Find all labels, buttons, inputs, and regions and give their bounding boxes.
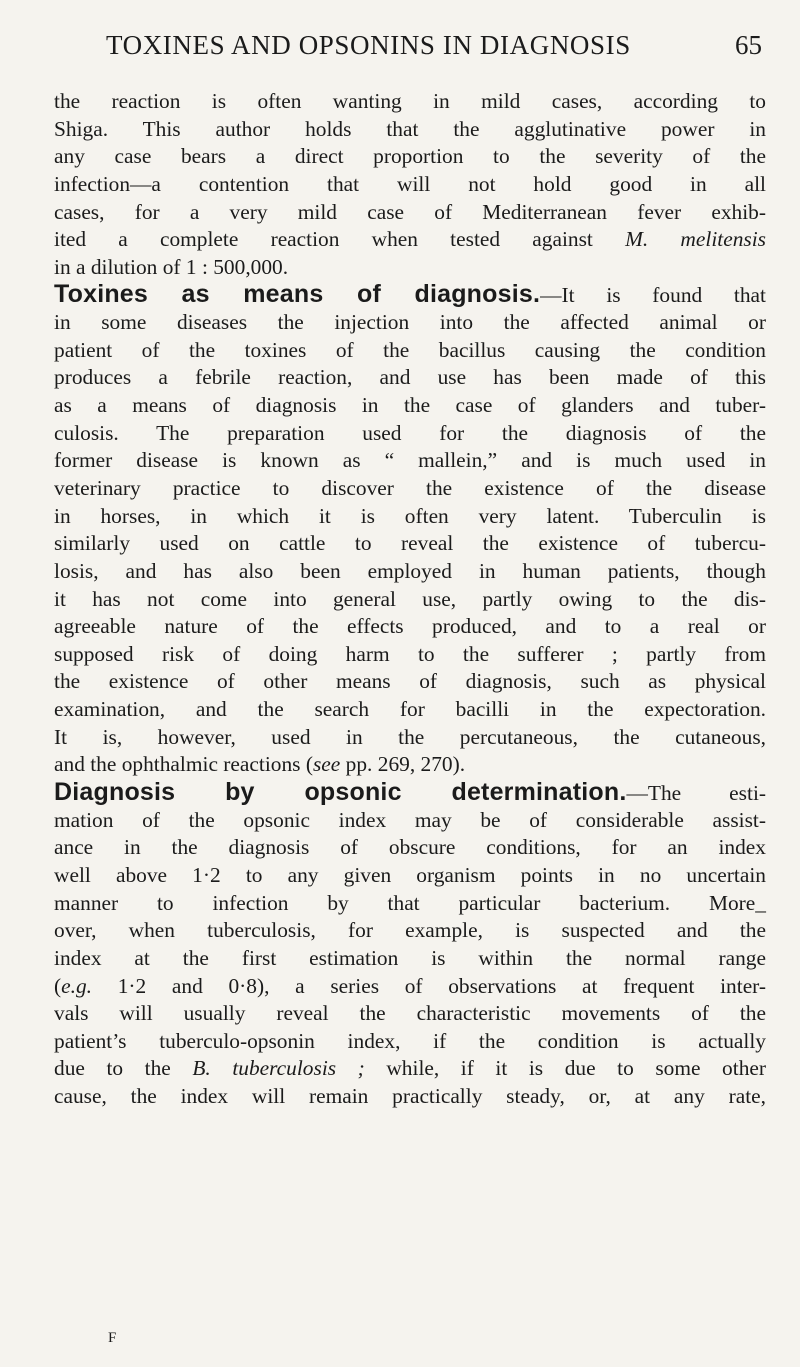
text-line — [54, 88, 766, 116]
line-text: ( — [54, 973, 62, 998]
text-line — [54, 447, 766, 475]
text-line — [54, 1083, 766, 1111]
text-line — [54, 337, 766, 365]
line-text: as a means of diagnosis in the case of glanders and tuber- — [54, 393, 766, 418]
running-head-title: TOXINES AND OPSONINS IN DIAGNOSIS — [106, 30, 631, 60]
line-text: Shiga. This author holds that the agglutinative power in — [54, 116, 766, 141]
line-text: index at the first estimation is within the normal range — [54, 945, 766, 970]
italic-text: see — [312, 752, 341, 777]
italic-text: M. melitensis — [625, 227, 766, 252]
text-line — [54, 254, 766, 282]
text-line — [54, 945, 766, 973]
line-text: and the ophthalmic reactions ( — [54, 752, 313, 777]
section-heading: Toxines as means of diagnosis. — [54, 280, 541, 309]
line-text: well above 1·2 to any given organism points in no uncertain — [54, 862, 766, 887]
text-line — [54, 890, 766, 918]
text-line — [54, 171, 766, 199]
text-line — [54, 668, 766, 696]
running-head — [52, 30, 762, 70]
text-line — [54, 1028, 766, 1056]
text-line — [54, 696, 766, 724]
line-text: in some diseases the injection into the affected animal or — [54, 310, 766, 335]
line-text: It is, however, used in the percutaneous, the cutaneous, — [54, 724, 766, 749]
text-line — [54, 1055, 766, 1083]
italic-text: B. tuberculosis ; — [192, 1056, 365, 1081]
text-line — [54, 862, 766, 890]
line-text: the reaction is often wanting in mild cases, according to — [54, 89, 766, 113]
line-text-after: 1·2 and 0·8), a series of observations at frequent inter- — [92, 973, 766, 998]
line-text: culosis. The preparation used for the diagnosis of the — [54, 420, 766, 445]
text-line — [54, 420, 766, 448]
line-text: vals will usually reveal the characteristic movements of the — [54, 1001, 766, 1026]
section-heading: Diagnosis by opsonic determination. — [54, 778, 627, 807]
page-number: 65 — [735, 30, 762, 60]
line-text: manner to infection by that particular bacterium. More_ — [54, 890, 766, 915]
line-text: the existence of other means of diagnosis, such as physical — [54, 669, 766, 694]
text-line — [54, 834, 766, 862]
line-text: examination, and the search for bacilli in the expectoration. — [54, 697, 766, 722]
line-text: similarly used on cattle to reveal the existence of tubercu- — [54, 531, 766, 556]
text-line — [54, 392, 766, 420]
line-text: produces a febrile reaction, and use has been made of this — [54, 365, 766, 390]
line-text: supposed risk of doing harm to the sufferer ; partly from — [54, 641, 766, 666]
line-text: veterinary practice to discover the existence of the disease — [54, 475, 766, 500]
text-line — [54, 807, 766, 835]
line-text: infection—a contention that will not hold good in all — [54, 171, 766, 196]
line-text: losis, and has also been employed in human patients, though — [54, 558, 766, 583]
text-line — [54, 503, 766, 531]
line-text: former disease is known as “ mallein,” and is much used in — [54, 448, 766, 473]
line-text: in horses, in which it is often very latent. Tuberculin is — [54, 503, 766, 528]
text-line — [54, 226, 766, 254]
text-line — [54, 199, 766, 227]
line-text: —It is found that — [540, 283, 766, 308]
line-text: it has not come into general use, partly owing to the dis- — [54, 586, 766, 611]
text-line — [54, 613, 766, 641]
text-line — [54, 475, 766, 503]
signature-mark: F — [108, 1330, 117, 1346]
line-text: patient’s tuberculo-opsonin index, if the condition is actually — [54, 1028, 766, 1053]
line-text-after: pp. 269, 270). — [340, 752, 466, 777]
text-line — [54, 917, 766, 945]
text-line — [54, 116, 766, 144]
line-text: patient of the toxines of the bacillus causing the condition — [54, 337, 766, 362]
text-line — [54, 586, 766, 614]
text-line — [54, 641, 766, 669]
text-line — [54, 751, 766, 779]
italic-text: e.g. — [61, 973, 93, 998]
line-text: cases, for a very mild case of Mediterranean fever exhib- — [54, 199, 766, 224]
text-line — [54, 530, 766, 558]
text-line — [54, 281, 766, 309]
line-text-after: while, if it is due to some other — [364, 1056, 767, 1081]
line-text: ited a complete reaction when tested against — [54, 227, 626, 252]
line-text: ance in the diagnosis of obscure conditions, for an index — [54, 835, 766, 860]
line-text: mation of the opsonic index may be of considerable assist- — [54, 807, 766, 832]
line-text: cause, the index will remain practically steady, or, at any rate, — [54, 1084, 766, 1109]
body-text — [54, 88, 766, 1111]
line-text: —The esti- — [626, 781, 767, 806]
text-line — [54, 1000, 766, 1028]
text-line — [54, 309, 766, 337]
text-line — [54, 143, 766, 171]
line-text: agreeable nature of the effects produced, and to a real or — [54, 614, 766, 639]
text-line — [54, 973, 766, 1001]
line-text: in a dilution of 1 : 500,000. — [54, 254, 289, 279]
text-line — [54, 364, 766, 392]
line-text: over, when tuberculosis, for example, is suspected and the — [54, 918, 766, 943]
text-line — [54, 724, 766, 752]
line-text: due to the — [54, 1056, 193, 1081]
line-text: any case bears a direct proportion to the severity of the — [54, 144, 766, 169]
text-line — [54, 779, 766, 807]
text-line — [54, 558, 766, 586]
